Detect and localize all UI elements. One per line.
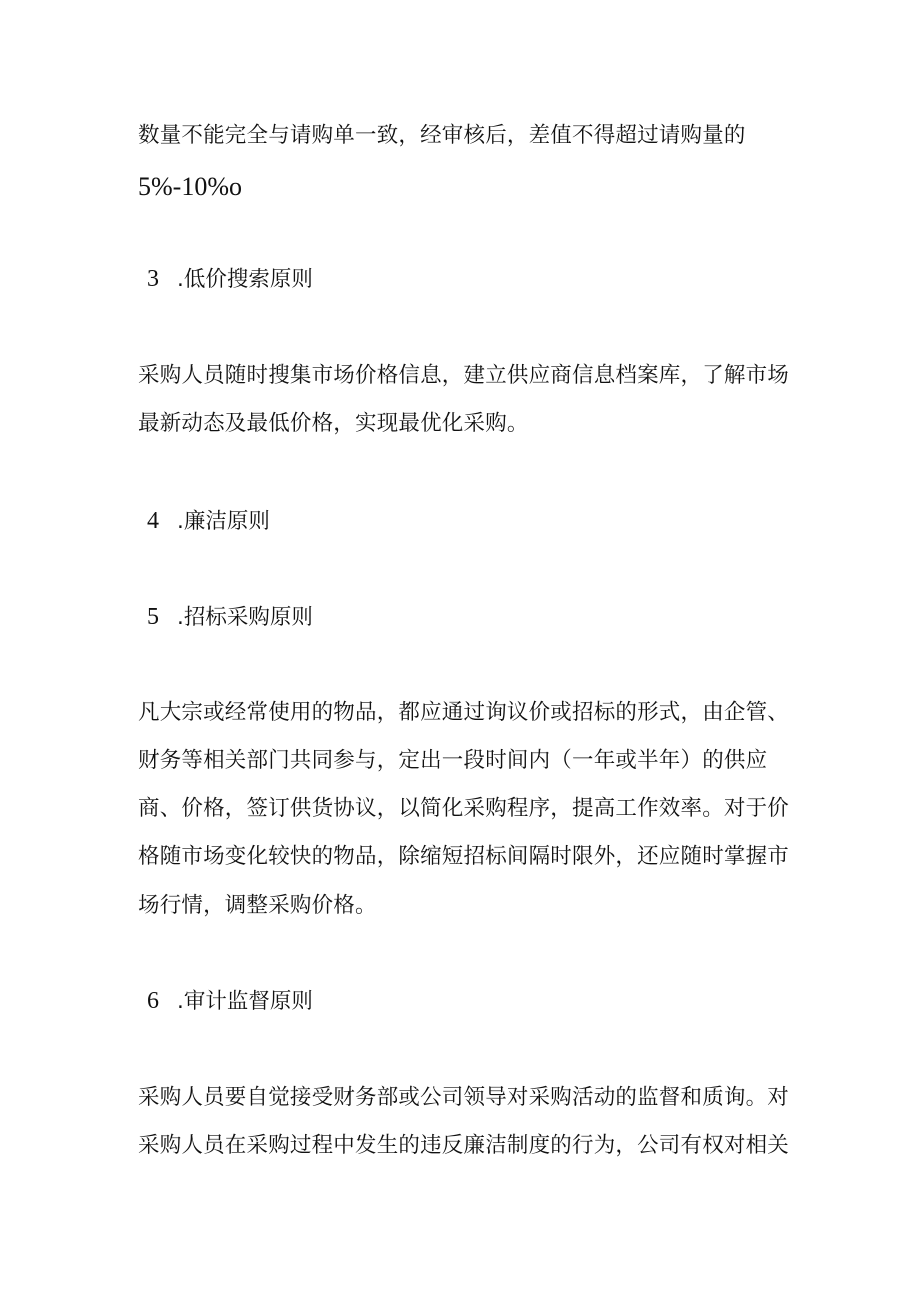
- section-title: .低价搜索原则: [177, 267, 313, 292]
- paragraph-line: 数量不能完全与请购单一致，经审核后，差值不得超过请购量的: [138, 123, 746, 148]
- section-heading-4: [147, 506, 270, 537]
- paragraph-line: 采购人员在采购过程中发生的违反廉洁制度的行为，公司有权对相关: [138, 1133, 790, 1158]
- paragraph-line: 最新动态及最低价格，实现最优化采购。: [138, 411, 529, 436]
- paragraph-line: 场行情，调整采购价格。: [138, 893, 377, 918]
- section-title: .审计监督原则: [177, 989, 313, 1014]
- paragraph-line: 采购人员随时搜集市场价格信息，建立供应商信息档案库，了解市场: [138, 363, 790, 388]
- section-number: 4: [147, 508, 159, 534]
- section-heading-6: [147, 986, 313, 1017]
- paragraph-line: 财务等相关部门共同参与，定出一段时间内（一年或半年）的供应: [138, 748, 768, 773]
- paragraph-line: 商、价格，签订供货协议，以简化采购程序，提高工作效率。对于价: [138, 796, 790, 821]
- section-title: .廉洁原则: [177, 509, 270, 534]
- section-number: 5: [147, 604, 159, 630]
- section-title: .招标采购原则: [177, 605, 313, 630]
- section-number: 3: [147, 266, 159, 292]
- paragraph-line: 采购人员要自觉接受财务部或公司领导对采购活动的监督和质询。对: [138, 1085, 790, 1110]
- section-heading-5: [147, 602, 313, 633]
- section-number: 6: [147, 988, 159, 1014]
- paragraph-line-percent: 5%-10%o: [138, 172, 242, 201]
- section-heading-3: [147, 264, 313, 295]
- paragraph-line: 凡大宗或经常使用的物品，都应通过询议价或招标的形式，由企管、: [138, 700, 790, 725]
- paragraph-line: 格随市场变化较快的物品，除缩短招标间隔时限外，还应随时掌握市: [138, 844, 790, 869]
